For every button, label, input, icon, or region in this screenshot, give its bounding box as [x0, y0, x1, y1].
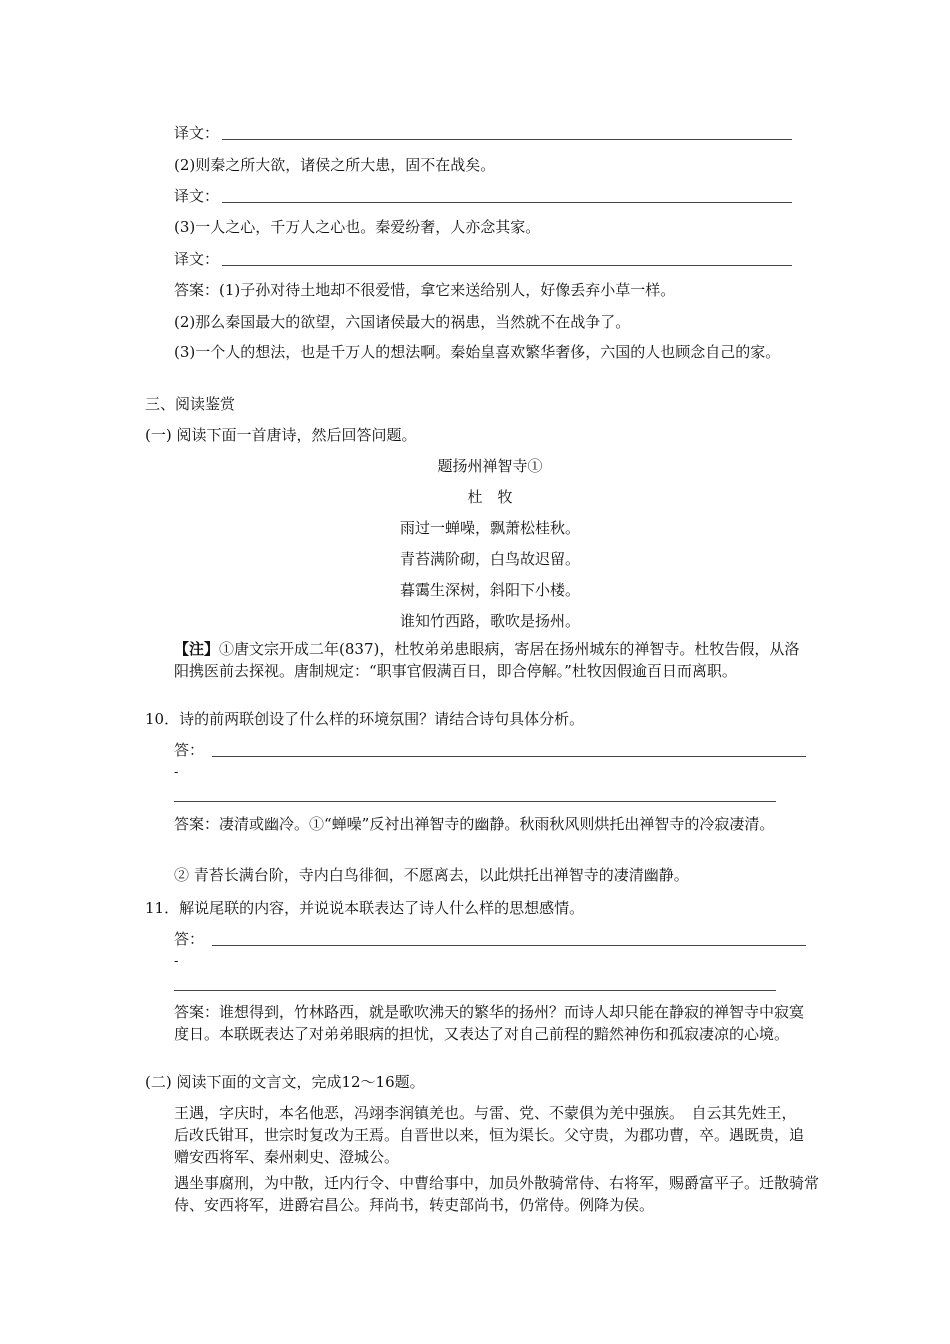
translation-label-1: 译文：	[174, 124, 220, 142]
poem-line: 青苔满阶砌，白鸟故迟留。	[399, 550, 580, 568]
poem-title: 题扬州禅智寺①	[437, 457, 543, 475]
question-3-text: (3)一人之心，千万人之心也。秦爱纷奢，人亦念其家。	[174, 218, 541, 236]
part-2-intro: (二) 阅读下面的文言文，完成12～16题。	[145, 1073, 425, 1091]
q10-answer-2: ② 青苔长满台阶，寺内白鸟徘徊，不愿离去，以此烘托出禅智寺的凄清幽静。	[174, 866, 689, 884]
part-1-intro: (一) 阅读下面一首唐诗，然后回答问题。	[145, 426, 417, 444]
q10-answer-1: 答案：凄清或幽冷。①“蝉噪”反衬出禅智寺的幽静。秋雨秋风则烘托出禅智寺的冷寂凄清。	[174, 815, 775, 833]
poem-note	[174, 638, 810, 682]
dash-mark: -	[174, 954, 179, 969]
answer-blank-line	[212, 756, 806, 757]
dash-mark: -	[174, 765, 179, 780]
question-10: 10．诗的前两联创设了什么样的环境氛围？请结合诗句具体分析。	[145, 710, 585, 728]
poem-line: 谁知竹西路，歌吹是扬州。	[399, 612, 580, 630]
answer-label-q10: 答：	[174, 741, 205, 759]
note-text: ①唐文宗开成二年(837)，杜牧弟弟患眼病，寄居在扬州城东的禅智寺。杜牧告假，从洛阳携医前去探视。唐制规定：“职事官假满百日，即合停解。”杜牧因假逾百日而离职。	[174, 640, 800, 680]
answer-blank-line	[212, 945, 806, 946]
poem-line: 雨过一蝉噪，飘萧松桂秋。	[399, 519, 580, 537]
translation-label-2: 译文：	[174, 187, 220, 205]
answer-blank-line	[174, 801, 776, 802]
answer-1: 答案：(1)子孙对待土地却不很爱惜，拿它来送给别人，好像丢弃小草一样。	[174, 281, 676, 299]
translation-label-3: 译文：	[174, 250, 220, 268]
poem-author: 杜 牧	[467, 488, 513, 506]
poem-line: 暮霭生深树，斜阳下小楼。	[399, 581, 580, 599]
answer-blank-line	[222, 139, 792, 140]
section-3-title: 三、阅读鉴赏	[145, 395, 236, 413]
question-11: 11．解说尾联的内容，并说说本联表达了诗人什么样的思想感情。	[145, 899, 585, 917]
q11-answer: 答案：谁想得到，竹林路西，就是歌吹沸天的繁华的扬州？而诗人却只能在静寂的禅智寺中寂寞度日。本联既表达了对弟弟眼病的担忧，又表达了对自己前程的黯然神伤和孤寂凄凉的心境。	[174, 1003, 805, 1043]
answer-3: (3)一个人的想法，也是千万人的想法啊。秦始皇喜欢繁华奢侈，六国的人也顾念自己的家。	[174, 343, 781, 361]
passage-paragraph-2: 遇坐事腐刑，为中散，迁内行令、中曹给事中，加员外散骑常侍、右将军，赐爵富平子。迁散骑常侍、安西将军，进爵宕昌公。拜尚书，转吏部尚书，仍常侍。例降为侯。	[174, 1174, 820, 1214]
note-tag: 【注】	[174, 640, 220, 658]
answer-blank-line	[174, 990, 776, 991]
answer-2: (2)那么秦国最大的欲望，六国诸侯最大的祸患，当然就不在战争了。	[174, 313, 631, 331]
answer-blank-line	[222, 265, 792, 266]
passage-paragraph-1: 王遇，字庆时，本名他恶，冯翊李润镇羌也。与雷、党、不蒙俱为羌中强族。 自云其先姓王，后改氏钳耳，世宗时复改为王焉。自晋世以来，恒为渠长。父守贵，为郡功曹，卒。遇既贵，追赠安西将军、秦州刺史、澄城公。	[174, 1104, 805, 1166]
question-2-text: (2)则秦之所大欲，诸侯之所大患，固不在战矣。	[174, 156, 496, 174]
answer-label-q11: 答：	[174, 930, 205, 948]
answer-blank-line	[222, 202, 792, 203]
